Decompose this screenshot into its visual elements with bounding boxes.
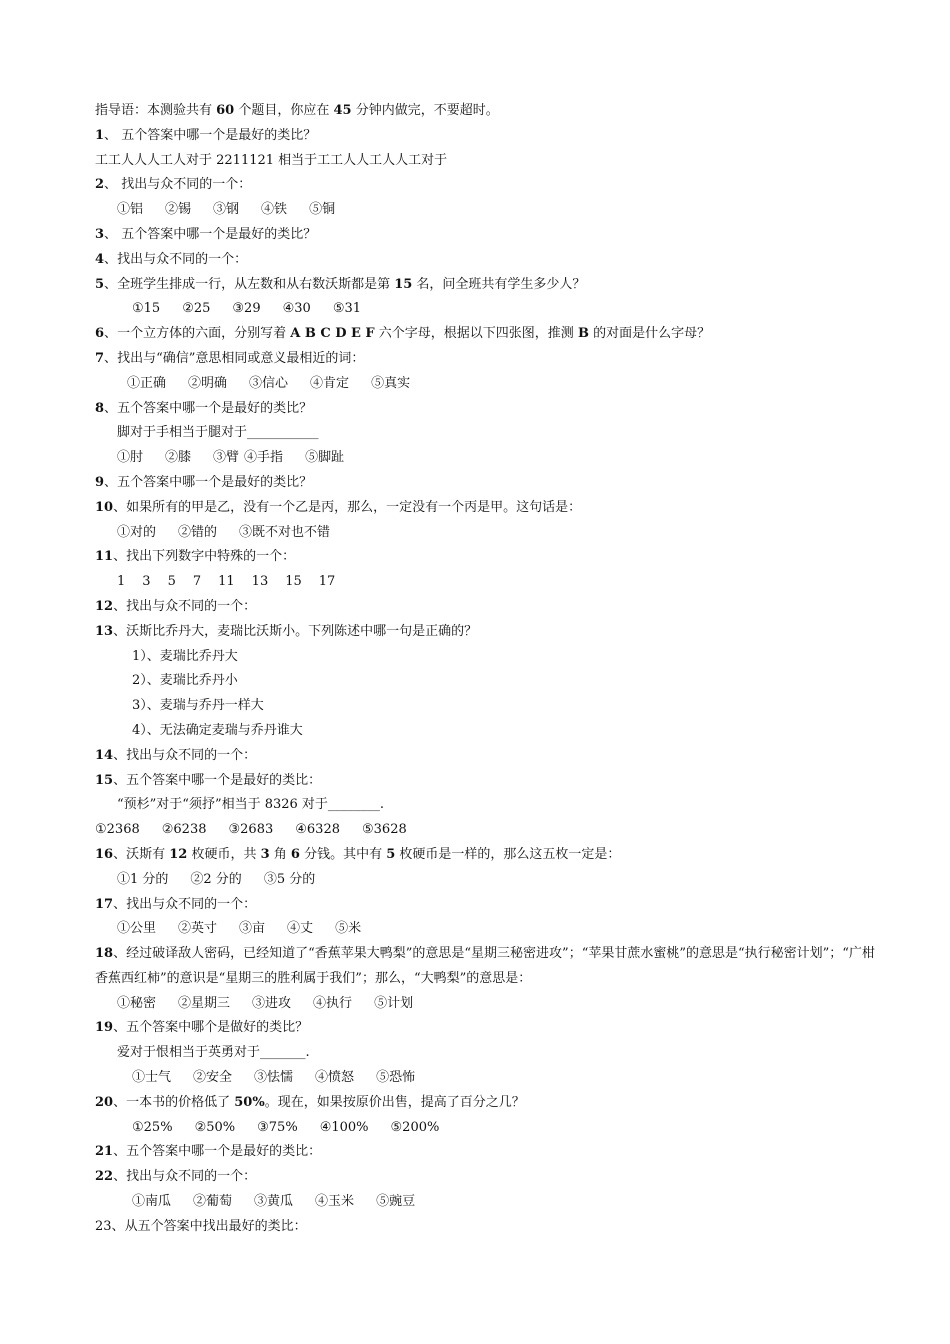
option[interactable]: ②50%: [194, 1119, 236, 1135]
question-text: 找出与众不同的一个：: [121, 177, 252, 193]
question-number: 7: [95, 350, 105, 366]
question-text: 分钱。其中有: [299, 846, 387, 862]
question-number: 3: [95, 226, 105, 242]
question-12: [95, 595, 885, 620]
option[interactable]: ③进攻: [252, 995, 292, 1011]
option[interactable]: ①正确: [127, 375, 167, 391]
separator: 、: [113, 747, 127, 763]
question-text: 枚硬币是一样的，那么这五枚一定是：: [395, 846, 621, 862]
question-number: 8: [95, 400, 105, 416]
question-number: 22: [95, 1169, 114, 1185]
question-6: [95, 322, 885, 347]
question-text: 六个字母，根据以下四张图，推测: [374, 326, 578, 342]
question-text: 一个立方体的六面，分别写着: [117, 326, 291, 342]
question-22-options: [95, 1190, 885, 1215]
option[interactable]: ④30: [282, 301, 311, 317]
question-text: 全班学生排成一行，从左数和从右数沃斯都是第: [117, 276, 395, 292]
separator: 、: [104, 326, 118, 342]
option[interactable]: ⑤豌豆: [376, 1194, 416, 1210]
question-22: [95, 1165, 885, 1190]
option[interactable]: 3）、麦瑞与乔丹一样大: [132, 698, 264, 714]
question-text: 找出下列数字中特殊的一个：: [126, 549, 296, 565]
option[interactable]: ②膝: [165, 450, 192, 466]
question-text: 找出与“确信”意思相同或意义最相近的词：: [117, 350, 365, 366]
question-17: [95, 893, 885, 918]
option[interactable]: ⑤真实: [371, 375, 411, 391]
question-15-options: [95, 818, 885, 843]
question-text: 五个答案中哪一个是最好的类比？: [121, 226, 317, 242]
separator: 、: [104, 474, 118, 490]
question-10-options: [95, 521, 885, 546]
question-text: 经过破译敌人密码，已经知道了“香蕉苹果大鸭梨”的意思是“星期三秘密进攻”；“苹果甘蔗水蜜桃”的意思是“执行秘密计划”；“广柑香蕉西红柿”的意识是“星期三的胜利属于我们”；那么，“大鸭梨”的意思是：: [95, 946, 875, 986]
question-7-options: [95, 372, 885, 397]
option[interactable]: ④执行: [313, 995, 353, 1011]
question-text: 找出与众不同的一个：: [126, 598, 257, 614]
question-number: 20: [95, 1094, 114, 1110]
question-text: 五个答案中哪一个是最好的类比？: [117, 474, 313, 490]
question-4: [95, 248, 885, 273]
option[interactable]: ④手指: [244, 450, 284, 466]
question-list: [95, 99, 885, 1240]
question-text: 角: [269, 846, 291, 862]
option[interactable]: ①士气: [132, 1070, 172, 1086]
separator: 、: [113, 896, 127, 912]
instructions-text: 指导语：本测验共有: [95, 103, 217, 118]
question-19: [95, 1016, 885, 1041]
question-1-detail: [95, 149, 885, 174]
question-15-detail: [95, 793, 885, 818]
separator: 、: [104, 276, 118, 292]
separator: 、: [113, 1169, 127, 1185]
question-text: 找出与众不同的一个：: [126, 896, 257, 912]
question-13-option[interactable]: [95, 645, 885, 670]
separator: 、: [113, 946, 127, 962]
option[interactable]: ⑤3628: [362, 822, 407, 838]
separator: 、: [113, 623, 127, 639]
separator: 、: [113, 846, 127, 862]
question-text: 找出与众不同的一个：: [126, 1169, 257, 1185]
question-text: 从五个答案中找出最好的类比：: [124, 1218, 307, 1234]
question-19-options: [95, 1066, 885, 1091]
number-item[interactable]: 1: [117, 574, 126, 590]
question-13-option[interactable]: [95, 719, 885, 744]
question-text-bold: B: [577, 326, 589, 342]
instructions-text: 个题目，你应在: [234, 103, 334, 118]
number-item[interactable]: 15: [285, 574, 302, 590]
question-number: 1: [95, 127, 105, 143]
question-text-bold: 12: [169, 846, 188, 862]
separator: 、: [104, 251, 118, 267]
question-5-options: [95, 297, 885, 322]
option[interactable]: ①15: [132, 301, 161, 317]
option[interactable]: 1）、麦瑞比乔丹大: [132, 648, 238, 664]
time-limit: 45: [333, 103, 352, 118]
option[interactable]: ①肘: [117, 450, 144, 466]
question-detail: 脚对于手相当于腿对于___________: [117, 425, 319, 441]
question-number: 5: [95, 276, 105, 292]
option[interactable]: ②2 分的: [190, 871, 242, 887]
question-text: 五个答案中哪一个是最好的类比：: [126, 1144, 322, 1160]
question-text-bold: 6: [290, 846, 300, 862]
question-number: 12: [95, 598, 114, 614]
question-7: [95, 347, 885, 372]
separator: 、: [113, 598, 127, 614]
option[interactable]: ⑤脚趾: [305, 450, 345, 466]
question-number: 23: [95, 1218, 112, 1234]
question-number: 16: [95, 846, 114, 862]
option[interactable]: ①1 分的: [117, 871, 169, 887]
question-text: 五个答案中哪一个是最好的类比：: [126, 772, 322, 788]
question-text-bold: 3: [260, 846, 270, 862]
option[interactable]: ②25: [182, 301, 211, 317]
option[interactable]: ②锡: [165, 202, 192, 218]
question-2-options: [95, 198, 885, 223]
question-19-detail: [95, 1041, 885, 1066]
number-item[interactable]: 5: [167, 574, 176, 590]
option[interactable]: ⑤200%: [390, 1119, 440, 1135]
question-detail: “预杉”对于“须抒”相当于 8326 对于________.: [117, 797, 385, 813]
separator: 、: [111, 1218, 125, 1234]
question-16: [95, 843, 885, 868]
question-20: [95, 1091, 885, 1116]
number-item[interactable]: 13: [251, 574, 269, 590]
question-13: [95, 620, 885, 645]
instructions: [95, 99, 885, 124]
question-text-bold: 15: [394, 276, 413, 292]
option[interactable]: ①2368: [95, 822, 140, 838]
option[interactable]: ⑤计划: [374, 995, 414, 1011]
question-13-option[interactable]: [95, 669, 885, 694]
question-20-options: [95, 1116, 885, 1141]
option[interactable]: ③75%: [257, 1119, 298, 1135]
question-text: 枚硬币，共: [187, 846, 261, 862]
question-16-options: [95, 868, 885, 893]
question-1: [95, 124, 885, 149]
question-number: 9: [95, 474, 105, 490]
question-text: 找出与众不同的一个：: [126, 747, 257, 763]
question-text-bold: 5: [386, 846, 396, 862]
option[interactable]: ④愤怒: [315, 1070, 355, 1086]
separator: 、: [113, 499, 127, 515]
question-number: 13: [95, 623, 114, 639]
option[interactable]: ③臂: [213, 450, 240, 466]
instructions-text: 分钟内做完，不要超时。: [351, 103, 499, 118]
number-item[interactable]: 3: [142, 574, 151, 590]
question-text: 名，问全班共有学生多少人？: [412, 276, 586, 292]
separator: 、: [113, 549, 127, 565]
option[interactable]: ②明确: [188, 375, 228, 391]
option[interactable]: ②英寸: [178, 921, 218, 937]
option[interactable]: ②安全: [193, 1070, 233, 1086]
question-17-options: [95, 917, 885, 942]
question-number: 19: [95, 1020, 114, 1036]
question-15: [95, 769, 885, 794]
question-number: 10: [95, 499, 114, 515]
option[interactable]: ⑤米: [335, 921, 362, 937]
question-11-numbers: [95, 570, 885, 595]
option[interactable]: ③5 分的: [263, 871, 316, 887]
number-item[interactable]: 11: [218, 574, 235, 590]
separator: 、: [113, 772, 127, 788]
option[interactable]: ③2683: [228, 822, 274, 838]
question-number: 14: [95, 747, 114, 763]
option[interactable]: ②星期三: [178, 995, 231, 1011]
option[interactable]: ①对的: [117, 524, 157, 540]
question-number: 2: [95, 177, 105, 193]
question-text-bold: 50%: [234, 1094, 265, 1110]
question-text: 五个答案中哪一个是最好的类比？: [121, 127, 317, 143]
question-number: 4: [95, 251, 105, 267]
question-13-option[interactable]: [95, 694, 885, 719]
option[interactable]: ⑤铜: [309, 202, 336, 218]
number-item[interactable]: 7: [192, 574, 202, 590]
question-text-bold: A B C D E F: [290, 326, 375, 342]
separator: 、: [113, 1094, 127, 1110]
option[interactable]: ④铁: [261, 202, 288, 218]
question-23: [95, 1215, 885, 1240]
option[interactable]: ③信心: [249, 375, 289, 391]
question-detail: 工工人人人工人对于 2211121 相当于工工人人工人人工对于: [95, 152, 448, 168]
question-21: [95, 1140, 885, 1165]
option[interactable]: ③怯懦: [254, 1070, 294, 1086]
question-number: 17: [95, 896, 114, 912]
question-10: [95, 496, 885, 521]
question-5: [95, 273, 885, 298]
number-item[interactable]: 17: [318, 574, 336, 590]
question-count: 60: [216, 103, 235, 118]
question-detail: 爱对于恨相当于英勇对于_______.: [117, 1045, 310, 1061]
question-text: 五个答案中哪一个是最好的类比？: [117, 400, 313, 416]
question-8-detail: [95, 421, 885, 446]
option[interactable]: ②葡萄: [193, 1194, 233, 1210]
separator: 、: [104, 226, 122, 242]
question-14: [95, 744, 885, 769]
option[interactable]: ②6238: [161, 822, 207, 838]
question-text: 。现在，如果按原价出售，提高了百分之几？: [264, 1094, 525, 1110]
option[interactable]: ①南瓜: [132, 1194, 172, 1210]
question-18-options: [95, 992, 885, 1017]
question-9: [95, 471, 885, 496]
option[interactable]: ④玉米: [315, 1194, 355, 1210]
separator: 、: [104, 177, 122, 193]
separator: 、: [113, 1020, 127, 1036]
question-8-options: [95, 446, 885, 471]
option[interactable]: ③钢: [213, 202, 240, 218]
question-text: 五个答案中哪个是做好的类比？: [126, 1020, 309, 1036]
option[interactable]: ①公里: [117, 921, 157, 937]
separator: 、: [104, 127, 122, 143]
question-18: [95, 942, 885, 992]
option[interactable]: ①铝: [117, 202, 144, 218]
option[interactable]: ④丈: [287, 921, 314, 937]
question-number: 11: [95, 549, 114, 565]
question-text: 沃斯有: [126, 846, 170, 862]
option[interactable]: ④6328: [295, 822, 340, 838]
question-number: 15: [95, 772, 114, 788]
separator: 、: [113, 1144, 127, 1160]
option[interactable]: ①25%: [132, 1119, 173, 1135]
question-number: 18: [95, 946, 114, 962]
option[interactable]: ②错的: [178, 524, 218, 540]
option[interactable]: ③既不对也不错: [239, 524, 331, 540]
question-11: [95, 545, 885, 570]
question-number: 6: [95, 326, 105, 342]
separator: 、: [104, 350, 118, 366]
option[interactable]: ③黄瓜: [254, 1194, 294, 1210]
option[interactable]: ③29: [232, 301, 261, 317]
question-text: 找出与众不同的一个：: [117, 251, 248, 267]
question-number: 21: [95, 1144, 114, 1160]
option[interactable]: 4）、无法确定麦瑞与乔丹谁大: [132, 722, 303, 738]
option[interactable]: ④肯定: [310, 375, 350, 391]
question-text: 的对面是什么字母？: [588, 326, 711, 342]
option[interactable]: ⑤31: [332, 301, 362, 317]
question-3: [95, 223, 885, 248]
separator: 、: [104, 400, 118, 416]
option[interactable]: ①秘密: [117, 995, 157, 1011]
option[interactable]: 2）、麦瑞比乔丹小: [132, 673, 238, 689]
question-8: [95, 397, 885, 422]
option[interactable]: ③亩: [239, 921, 266, 937]
question-text: 如果所有的甲是乙，没有一个乙是丙，那么，一定没有一个丙是甲。这句话是：: [126, 499, 582, 515]
option[interactable]: ⑤恐怖: [376, 1070, 416, 1086]
question-2: [95, 173, 885, 198]
question-text: 一本书的价格低了: [126, 1094, 235, 1110]
option[interactable]: ④100%: [319, 1119, 369, 1135]
question-text: 沃斯比乔丹大，麦瑞比沃斯小。下列陈述中哪一句是正确的？: [126, 623, 478, 639]
